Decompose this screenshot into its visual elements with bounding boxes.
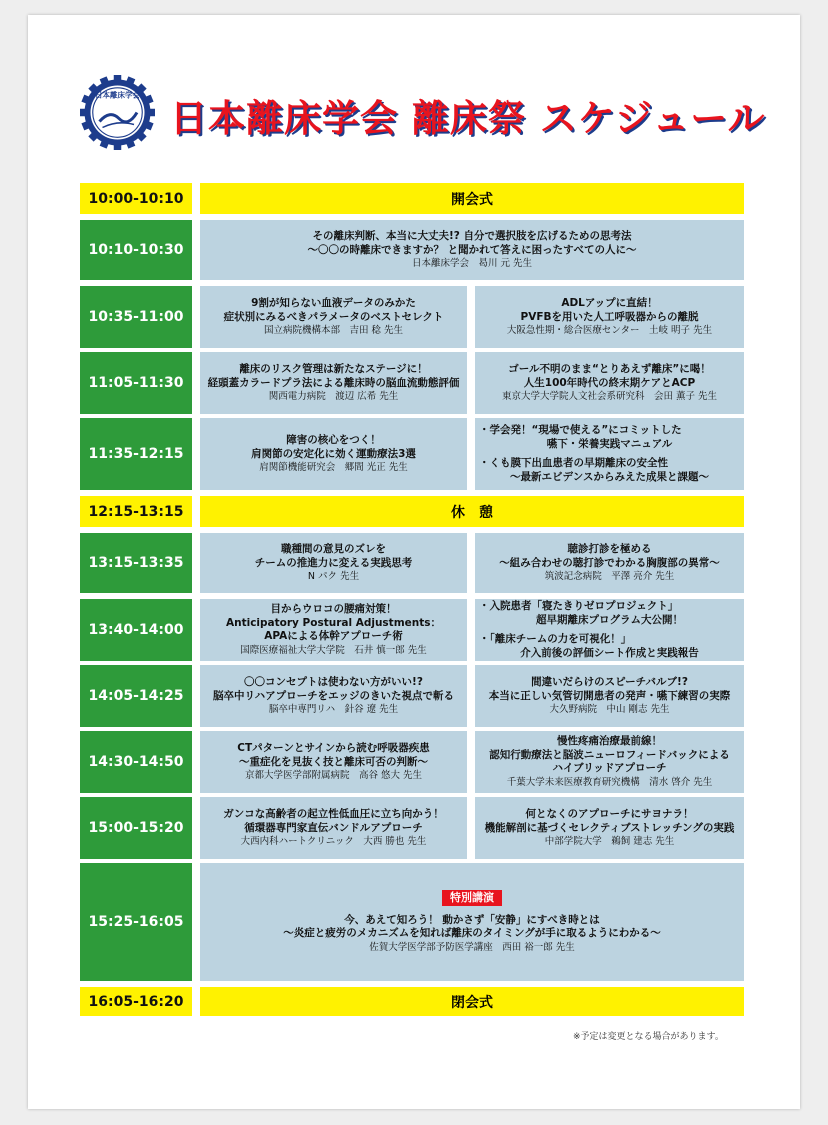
session-speaker: 京都大学医学部附属病院 高谷 悠大 先生 [244, 770, 423, 781]
session-speaker: 佐賀大学医学部予防医学講座 西田 裕一郎 先生 [369, 941, 575, 953]
session-title-line: 人生100年時代の終末期ケアとACP [523, 376, 696, 389]
session-speaker: 大西内科ハートクリニック 大西 勝也 先生 [240, 836, 427, 847]
session-title-line: 慢性疼痛治療最前線！ [557, 735, 662, 748]
time-slot: 12:15-13:15 [80, 496, 192, 527]
session-item-subtitle: 嚥下・栄養実践マニュアル [546, 437, 673, 450]
session-title-line: ハイブリッドアプローチ [552, 762, 667, 775]
session-title-line: 症状別にみるべきパラメータのベストセレクト [223, 310, 444, 323]
schedule-row [80, 352, 744, 414]
session-cell-left [200, 533, 467, 593]
program-band: 休 憩 [200, 496, 744, 527]
session-item-subtitle: 介入前後の評価シート作成と実践報告 [520, 646, 699, 659]
session-item-subtitle: 超早期離床プログラム大公開！ [536, 613, 683, 626]
program-band: 閉会式 [200, 987, 744, 1016]
session-item-title: ・くも膜下出血患者の早期離床の安全性 [479, 457, 668, 469]
session-cell-right [475, 533, 744, 593]
time-slot: 11:35-12:15 [80, 418, 192, 490]
session-cell-left [200, 599, 467, 661]
schedule-row [80, 599, 744, 661]
session-title-line: 聴診打診を極める [567, 543, 652, 555]
svg-text:日本離床学会: 日本離床学会 [95, 90, 140, 100]
session-cell-right [475, 286, 744, 348]
session-cell-left [200, 665, 467, 727]
session-title-line: ADLアップに直結！ [561, 297, 658, 309]
session-title-line: 循環器専門家直伝バンドルアプローチ [244, 821, 423, 834]
session-title-line: 〜〇〇の時離床できますか？ と聞かれて答えに困ったすべての人に〜 [307, 243, 637, 256]
session-title-line: 〜組み合わせの聴打診でわかる胸腹部の異常〜 [499, 556, 720, 569]
time-slot: 13:15-13:35 [80, 533, 192, 593]
schedule-row [80, 533, 744, 593]
time-slot: 10:10-10:30 [80, 220, 192, 280]
session-speaker: 中部学院大学 鵜飼 建志 先生 [544, 836, 675, 847]
session-cell-right [475, 352, 744, 414]
session-cell-left [200, 731, 467, 793]
session-cell [200, 220, 744, 280]
session-title-line: 離床のリスク管理は新たなステージに！ [239, 363, 428, 375]
session-title-line: 経頭蓋カラードプラ法による離床時の脳血流動態評価 [207, 376, 460, 389]
session-title-line: 〇〇コンセプトは使わない方がいい!? [244, 676, 423, 688]
page-title: 日本離床学会 離床祭 スケジュール [170, 97, 766, 140]
session-speaker: 肩関節機能研究会 郷間 光正 先生 [259, 462, 408, 473]
session-cell [200, 863, 744, 981]
session-item-title: ・「離床チームの力を可視化！」 [479, 633, 632, 645]
session-cell-left [200, 352, 467, 414]
session-title-line: ゴール不明のまま“とりあえず離床”に喝！ [508, 363, 711, 375]
session-speaker: 国際医療福祉大学大学院 石井 慎一郎 先生 [240, 644, 427, 656]
special-lecture-badge: 特別講演 [442, 890, 502, 906]
time-slot: 14:30-14:50 [80, 731, 192, 793]
session-cell-left [200, 418, 467, 490]
time-slot: 13:40-14:00 [80, 599, 192, 661]
session-speaker: 大阪急性期・総合医療センター 土岐 明子 先生 [506, 325, 713, 336]
session-title-line: 今、あえて知ろう！ 動かさず「安静」にすべき時とは [344, 913, 600, 926]
session-cell-right [475, 599, 744, 661]
session-title-line: 何となくのアプローチにサヨナラ！ [525, 808, 694, 820]
session-speaker: N パク 先生 [307, 571, 360, 582]
session-speaker: 筑波記念病院 平澤 亮介 先生 [544, 571, 675, 582]
session-title-line: 肩関節の安定化に効く運動療法3選 [251, 447, 416, 460]
session-speaker: 日本離床学会 曷川 元 先生 [411, 258, 533, 269]
time-slot: 16:05-16:20 [80, 987, 192, 1016]
program-band: 開会式 [200, 183, 744, 214]
time-slot: 14:05-14:25 [80, 665, 192, 727]
time-slot: 10:35-11:00 [80, 286, 192, 348]
session-title-line: 脳卒中リハアプローチをエッジのきいた視点で斬る [213, 689, 454, 702]
session-title-line: 本当に正しい気管切開患者の発声・嚥下練習の実際 [488, 689, 731, 702]
schedule-row [80, 797, 744, 859]
schedule-row [80, 220, 744, 280]
session-speaker: 大久野病院 中山 剛志 先生 [549, 704, 670, 715]
schedule-row [80, 731, 744, 793]
session-title-line: 間違いだらけのスピーチバルブ!? [531, 676, 688, 688]
session-title-line: CTパターンとサインから読む呼吸器疾患 [237, 742, 430, 754]
time-slot: 11:05-11:30 [80, 352, 192, 414]
session-title-line: Anticipatory Postural Adjustments： [225, 616, 442, 629]
session-title-line: PVFBを用いた人工呼吸器からの離脱 [520, 310, 699, 323]
session-cell-right [475, 731, 744, 793]
schedule-row [80, 496, 744, 527]
session-cell-right [475, 797, 744, 859]
session-title-line: 障害の核心をつく！ [286, 434, 381, 446]
schedule-row [80, 286, 744, 348]
session-cell-right [475, 665, 744, 727]
session-speaker: 脳卒中専門リハ 針谷 遼 先生 [268, 704, 399, 715]
session-title-line: 9割が知らない血液データのみかた [251, 297, 416, 309]
time-slot: 15:00-15:20 [80, 797, 192, 859]
session-speaker: 東京大学大学院人文社会系研究科 会田 薫子 先生 [501, 391, 718, 402]
session-title-line: 〜炎症と疲労のメカニズムを知れば離床のタイミングが手に取るようにわかる〜 [283, 927, 661, 940]
schedule-row [80, 987, 744, 1016]
session-speaker: 国立病院機構本部 吉田 稔 先生 [263, 325, 404, 336]
session-title-line: 目からウロコの腰痛対策！ [270, 603, 397, 616]
session-title-line: APAによる体幹アプローチ術 [264, 630, 403, 643]
session-item-subtitle: 〜最新エビデンスからみえた成果と課題〜 [510, 470, 709, 483]
session-speaker: 関西電力病院 渡辺 広希 先生 [268, 391, 399, 402]
session-title-line: その離床判断、本当に大丈夫!? 自分で選択肢を広げるための思考法 [312, 230, 632, 242]
schedule-row [80, 863, 744, 981]
session-title-line: 機能解剖に基づくセレクティブストレッチングの実践 [484, 821, 735, 834]
society-logo-icon [80, 75, 155, 150]
session-title-line: ガンコな高齢者の起立性低血圧に立ち向かう！ [223, 808, 444, 820]
time-slot: 15:25-16:05 [80, 863, 192, 981]
session-title-line: チームの推進力に変える実践思考 [254, 556, 413, 569]
session-cell-right [475, 418, 744, 490]
session-item-title: ・学会発！“現場で使える”にコミットした [479, 424, 682, 436]
schedule-row [80, 183, 744, 214]
session-title-line: 職種間の意見のズレを [281, 543, 386, 555]
schedule-row [80, 665, 744, 727]
change-note: ※予定は変更となる場合があります。 [573, 1032, 724, 1042]
session-item-title: ・入院患者「寝たきりゼロプロジェクト」 [479, 600, 679, 612]
session-title-line: 認知行動療法と脳波ニューロフィードバックによる [489, 748, 730, 761]
session-speaker: 千葉大学未来医療教育研究機構 清水 啓介 先生 [506, 776, 713, 788]
session-cell-left [200, 286, 467, 348]
time-slot: 10:00-10:10 [80, 183, 192, 214]
session-cell-left [200, 797, 467, 859]
schedule-row [80, 418, 744, 490]
session-title-line: 〜重症化を見抜く技と離床可否の判断〜 [239, 755, 428, 768]
